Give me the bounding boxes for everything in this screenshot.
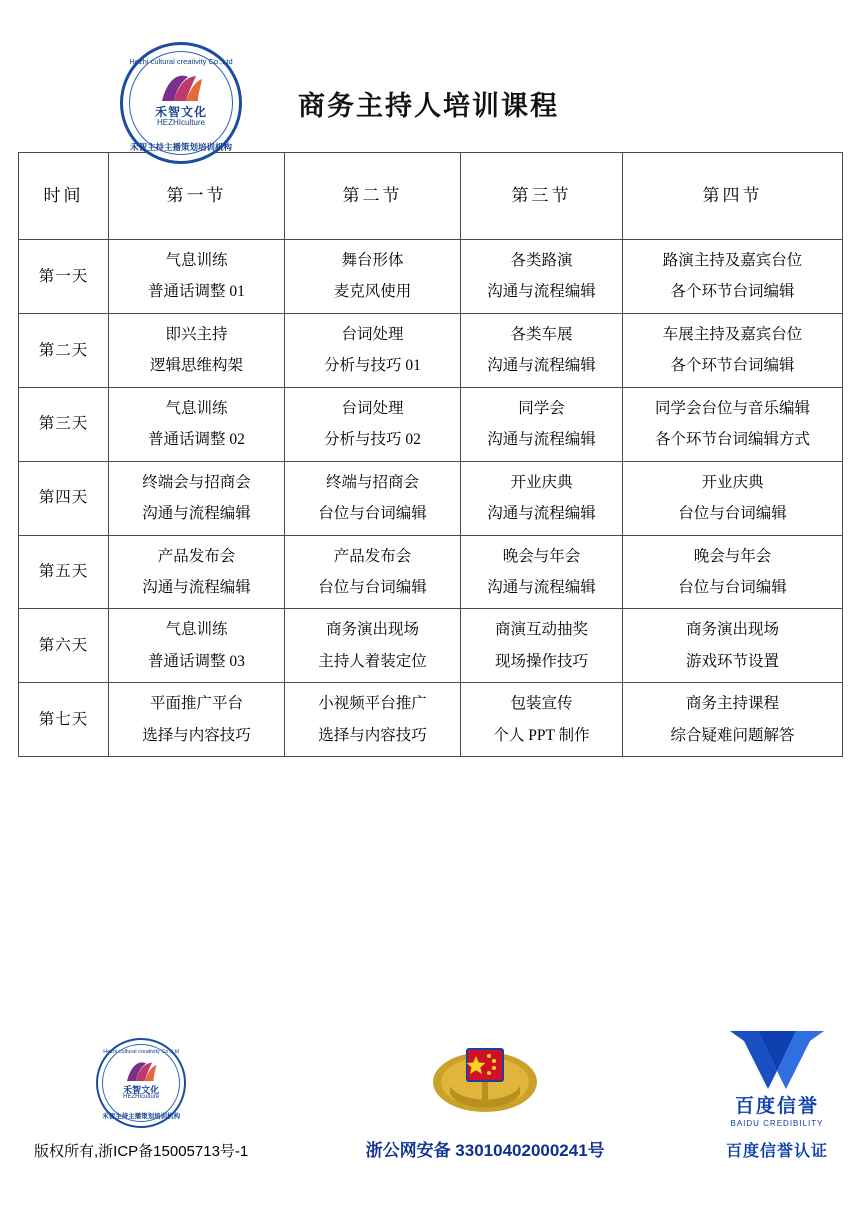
baidu-brand-cn: 百度信誉 xyxy=(734,1096,819,1117)
schedule-cell: 终端与招商会 台位与台词编辑 xyxy=(285,461,461,535)
day-label: 第五天 xyxy=(19,535,109,609)
table-row xyxy=(19,683,843,757)
schedule-cell: 包装宣传 个人 PPT 制作 xyxy=(461,683,623,757)
schedule-cell: 商演互动抽奖 现场操作技巧 xyxy=(461,609,623,683)
seal-brand-cn: 禾智文化 xyxy=(154,105,207,119)
schedule-cell: 晚会与年会 沟通与流程编辑 xyxy=(461,535,623,609)
seal-brand-cn: 禾智文化 xyxy=(123,1085,160,1095)
schedule-cell: 商务演出现场 主持人着装定位 xyxy=(285,609,461,683)
police-badge-icon xyxy=(430,1038,540,1124)
schedule-cell: 台词处理 分析与技巧 02 xyxy=(285,387,461,461)
table-row xyxy=(19,313,843,387)
table-row xyxy=(19,535,843,609)
schedule-cell: 同学会 沟通与流程编辑 xyxy=(461,387,623,461)
table-row xyxy=(19,387,843,461)
baidu-credibility-badge xyxy=(722,1027,832,1128)
footer-icp-block xyxy=(34,1038,248,1161)
footer-baidu-block xyxy=(722,1027,832,1161)
schedule-cell: 舞台形体 麦克风使用 xyxy=(285,240,461,314)
column-header-time: 时间 xyxy=(19,153,109,240)
schedule-cell: 商务主持课程 综合疑难问题解答 xyxy=(623,683,843,757)
seal-arc-bottom-text: 禾智主持主播策划培训机构 xyxy=(129,142,232,152)
seal-arc-top-text: Hezhi cultural creativity Co.,Ltd xyxy=(129,57,233,66)
table-row xyxy=(19,609,843,683)
schedule-cell: 即兴主持 逻辑思维构架 xyxy=(109,313,285,387)
schedule-cell: 各类路演 沟通与流程编辑 xyxy=(461,240,623,314)
schedule-cell: 路演主持及嘉宾台位 各个环节台词编辑 xyxy=(623,240,843,314)
day-label: 第六天 xyxy=(19,609,109,683)
day-label: 第二天 xyxy=(19,313,109,387)
seal-brand-en: HEZHIculture xyxy=(156,118,205,127)
schedule-cell: 开业庆典 台位与台词编辑 xyxy=(623,461,843,535)
baidu-brand-en: BAIDU CREDIBILITY xyxy=(730,1119,824,1128)
column-header-session-4: 第四节 xyxy=(623,153,843,240)
police-registration-text[interactable]: 浙公网安备 33010402000241号 xyxy=(365,1141,605,1160)
schedule-cell: 产品发布会 沟通与流程编辑 xyxy=(109,535,285,609)
baidu-v-icon xyxy=(722,1027,832,1089)
schedule-cell: 气息训练 普通话调整 01 xyxy=(109,240,285,314)
page-title: 商务主持人培训课程 xyxy=(298,90,559,121)
icp-license-text[interactable]: 版权所有,浙ICP备15005713号-1 xyxy=(34,1143,249,1160)
schedule-cell: 各类车展 沟通与流程编辑 xyxy=(461,313,623,387)
schedule-cell: 同学会台位与音乐编辑 各个环节台词编辑方式 xyxy=(623,387,843,461)
schedule-cell: 台词处理 分析与技巧 01 xyxy=(285,313,461,387)
schedule-table-wrapper xyxy=(18,152,842,757)
schedule-cell: 气息训练 普通话调整 03 xyxy=(109,609,285,683)
schedule-cell: 车展主持及嘉宾台位 各个环节台词编辑 xyxy=(623,313,843,387)
schedule-cell: 商务演出现场 游戏环节设置 xyxy=(623,609,843,683)
wave-icon xyxy=(158,71,204,105)
day-label: 第一天 xyxy=(19,240,109,314)
schedule-table xyxy=(18,152,843,757)
schedule-cell: 气息训练 普通话调整 02 xyxy=(109,387,285,461)
company-seal-logo xyxy=(120,42,242,164)
wave-icon xyxy=(124,1059,158,1084)
day-label: 第七天 xyxy=(19,683,109,757)
document-footer xyxy=(0,1011,860,1161)
schedule-cell: 小视频平台推广 选择与内容技巧 xyxy=(285,683,461,757)
schedule-cell: 开业庆典 沟通与流程编辑 xyxy=(461,461,623,535)
table-header-row xyxy=(19,153,843,240)
company-seal-logo-small xyxy=(96,1038,186,1128)
document-header xyxy=(0,0,860,152)
seal-arc-bottom-text: 禾智主持主播策划培训机构 xyxy=(102,1113,181,1120)
column-header-session-2: 第二节 xyxy=(285,153,461,240)
seal-brand-en: HEZHIculture xyxy=(123,1094,160,1100)
column-header-session-3: 第三节 xyxy=(461,153,623,240)
schedule-cell: 终端会与招商会 沟通与流程编辑 xyxy=(109,461,285,535)
footer-police-block xyxy=(366,1038,605,1161)
day-label: 第三天 xyxy=(19,387,109,461)
table-row xyxy=(19,461,843,535)
schedule-cell: 晚会与年会 台位与台词编辑 xyxy=(623,535,843,609)
column-header-session-1: 第一节 xyxy=(109,153,285,240)
schedule-cell: 平面推广平台 选择与内容技巧 xyxy=(109,683,285,757)
day-label: 第四天 xyxy=(19,461,109,535)
table-row xyxy=(19,240,843,314)
baidu-certification-text[interactable]: 百度信誉认证 xyxy=(725,1143,828,1160)
seal-arc-top-text: Hezhi cultural creativity Co.,Ltd xyxy=(103,1049,180,1055)
schedule-cell: 产品发布会 台位与台词编辑 xyxy=(285,535,461,609)
